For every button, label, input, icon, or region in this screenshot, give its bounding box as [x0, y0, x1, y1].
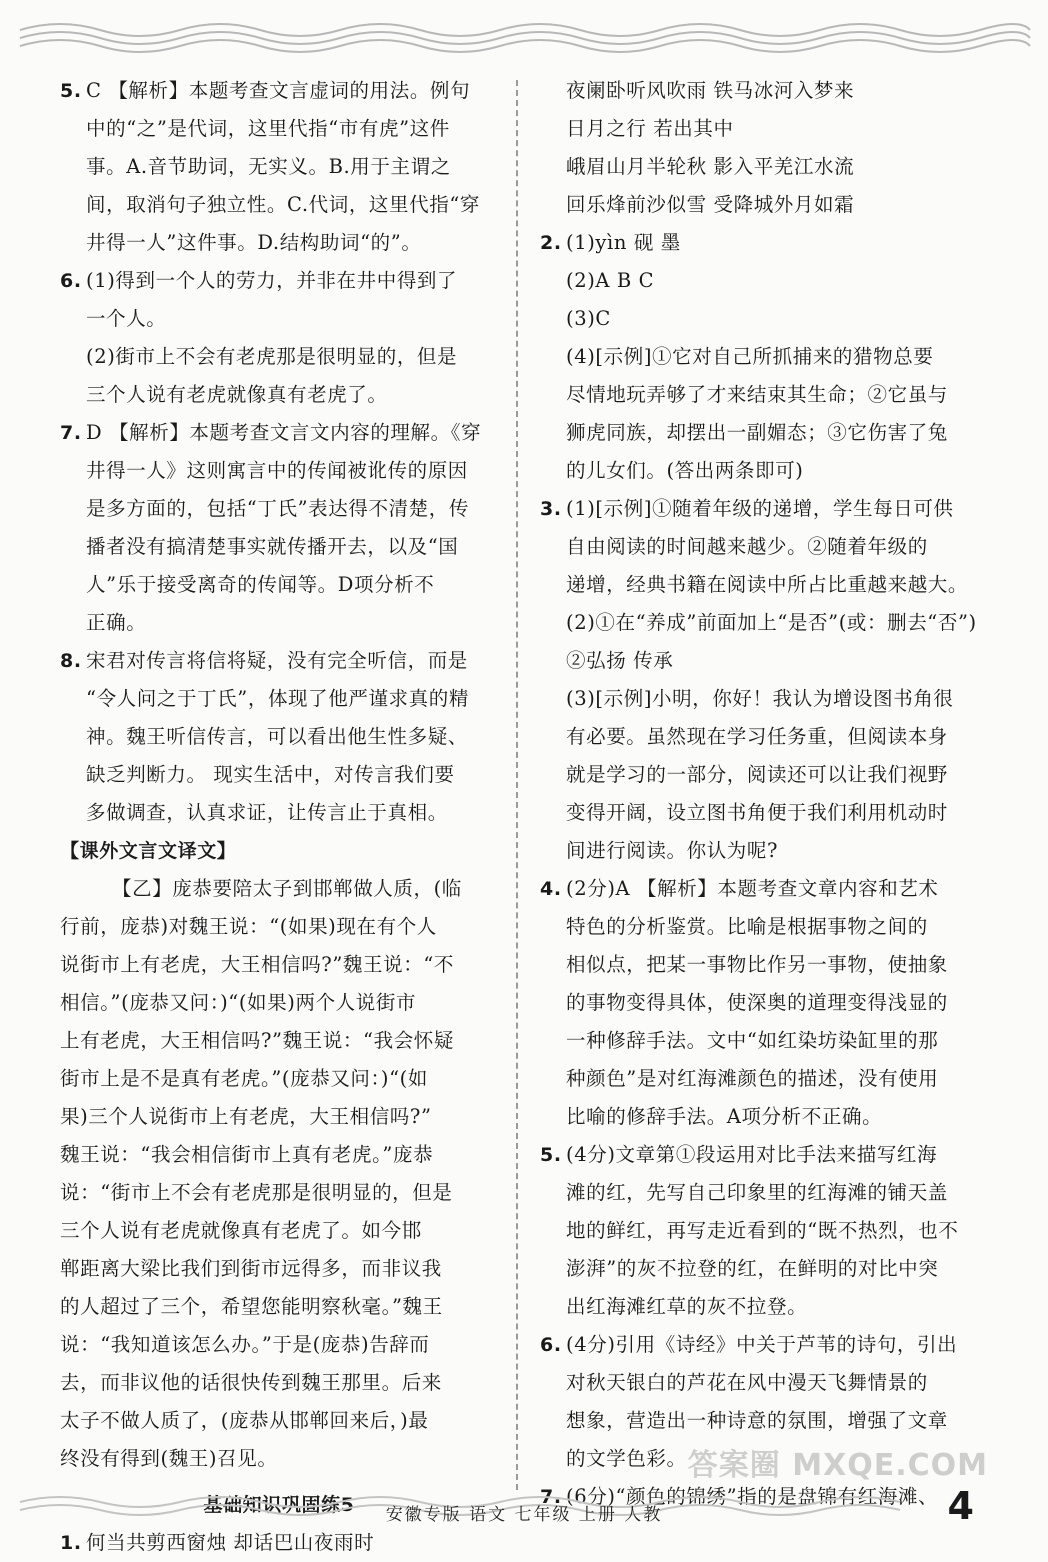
answer-line: D 【解析】本题考查文言文内容的理解。《穿 — [86, 421, 482, 444]
answer-line: (2分)A 【解析】本题考查文章内容和艺术 — [566, 877, 939, 900]
top-wave-decoration — [0, 0, 1048, 60]
answer-line: 人”乐于接受离奇的传闻等。D项分析不 — [86, 573, 435, 596]
answer-line: 何当共剪西窗烛 却话巴山夜雨时 — [86, 1531, 375, 1554]
answer-line: 就是学习的一部分，阅读还可以让我们视野 — [566, 763, 948, 786]
poem-line: 峨眉山月半轮秋 影入平羌江水流 — [566, 155, 855, 178]
answer-number: 4. — [540, 878, 562, 900]
translation-line: 魏王说：“我会相信街市上真有老虎。”庞恭 — [60, 1143, 434, 1166]
answer-line: (1)yìn 砚 墨 — [566, 231, 681, 254]
answer-line: 井得一人》这则寓言中的传闻被讹传的原因 — [86, 459, 468, 482]
answer-line: 中的“之”是代词，这里代指“市有虎”这件 — [86, 117, 450, 140]
answer-number: 5. — [60, 80, 82, 102]
page-number: 4 — [947, 1484, 974, 1528]
answer-number: 5. — [540, 1144, 562, 1166]
answer-line: (3)[示例]小明，你好！我认为增设图书角很 — [566, 687, 954, 710]
left-column — [60, 72, 498, 1562]
answer-line: 间，取消句子独立性。C.代词，这里代指“穿 — [86, 193, 480, 216]
answer-line: 地的鲜红，再写走近看到的“既不热烈，也不 — [566, 1219, 959, 1242]
translation-body — [60, 870, 498, 1478]
answer-line: 出红海滩红草的灰不拉登。 — [566, 1295, 808, 1318]
translation-line: 行前，庞恭)对魏王说：“(如果)现在有个人 — [60, 915, 437, 938]
answer-line: 正确。 — [86, 611, 147, 634]
translation-title: 【课外文言文译文】 — [60, 840, 237, 862]
answer-line: 神。魏王听信传言，可以看出他生性多疑、 — [86, 725, 468, 748]
column-divider — [516, 80, 518, 1490]
answer-8 — [60, 642, 498, 832]
answer-4 — [540, 870, 980, 1136]
answer-line: (1)得到一个人的劳力，并非在井中得到了 — [86, 269, 458, 292]
answer-line: 缺乏判断力。 现实生活中，对传言我们要 — [86, 763, 455, 786]
answer-line: C 【解析】本题考查文言虚词的用法。例句 — [86, 79, 471, 102]
answer-line: (6分)“颜色的锦绣”指的是盘锦有红海滩、 — [566, 1485, 939, 1508]
footer-edition-text: 安徽专版 语文 七年级 上册 人教 — [385, 1505, 663, 1525]
answer-number: 2. — [540, 232, 562, 254]
answer-3 — [540, 490, 980, 870]
answer-line: (2)①在“养成”前面加上“是否”(或：删去“否”) — [566, 611, 977, 634]
translation-line: 说街市上有老虎，大王相信吗?”魏王说：“不 — [60, 953, 454, 976]
answer-line: 宋君对传言将信将疑，没有完全听信，而是 — [86, 649, 468, 672]
answer-line: “令人问之于丁氏”，体现了他严谨求真的精 — [86, 687, 469, 710]
answer-line: 井得一人”这件事。D.结构助词“的”。 — [86, 231, 422, 254]
answer-number: 6. — [60, 270, 82, 292]
answer-number: 8. — [60, 650, 82, 672]
poem-lines — [540, 72, 980, 224]
answer-line: 比喻的修辞手法。A项分析不正确。 — [566, 1105, 883, 1128]
answer-line: 间进行阅读。你认为呢? — [566, 839, 779, 862]
answer-line: 尽情地玩弄够了才来结束其生命；②它虽与 — [566, 383, 948, 406]
translation-line: 终没有得到(魏王)召见。 — [60, 1447, 278, 1470]
answer-line: 多做调查，认真求证，让传言止于真相。 — [86, 801, 448, 824]
answer-2 — [540, 224, 980, 490]
translation-line: 三个人说有老虎就像真有老虎了。如今邯 — [60, 1219, 422, 1242]
answer-line: 播者没有搞清楚事实就传播开去，以及“国 — [86, 535, 459, 558]
answer-6 — [60, 262, 498, 414]
watermark-logo: 答案圈 MXQE.COM — [687, 1448, 988, 1483]
answer-line: 滩的红，先写自己印象里的红海滩的铺天盖 — [566, 1181, 948, 1204]
answer-5-right — [540, 1136, 980, 1326]
answer-number: 1. — [60, 1532, 82, 1554]
answer-number: 6. — [540, 1334, 562, 1356]
translation-line: 说：“我知道该怎么办。”于是(庞恭)告辞而 — [60, 1333, 430, 1356]
answer-number: 7. — [60, 422, 82, 444]
translation-line: 去，而非议他的话很快传到魏王那里。后来 — [60, 1371, 442, 1394]
answer-number: 3. — [540, 498, 562, 520]
answer-line: ②弘扬 传承 — [566, 649, 674, 672]
translation-line: 果)三个人说街市上有老虎，大王相信吗?” — [60, 1105, 432, 1128]
answer-line: 的儿女们。(答出两条即可) — [566, 459, 804, 482]
section-title: 基础知识巩固练5 — [203, 1494, 355, 1516]
answer-line: 三个人说有老虎就像真有老虎了。 — [86, 383, 388, 406]
translation-line: 相信。”(庞恭又问：)“(如果)两个人说街市 — [60, 991, 417, 1014]
translation-line: 上有老虎，大王相信吗?”魏王说：“我会怀疑 — [60, 1029, 454, 1052]
answer-line: 澎湃”的灰不拉登的红，在鲜明的对比中突 — [566, 1257, 939, 1280]
answer-line: 一种修辞手法。文中“如红染坊染缸里的那 — [566, 1029, 939, 1052]
answer-line: 变得开阔，设立图书角便于我们利用机动时 — [566, 801, 948, 824]
answer-line: 对秋天银白的芦花在风中漫天飞舞情景的 — [566, 1371, 928, 1394]
answer-line: 是多方面的，包括“丁氏”表达得不清楚，传 — [86, 497, 469, 520]
answer-5 — [60, 72, 498, 262]
answer-line: (4分)文章第①段运用对比手法来描写红海 — [566, 1143, 938, 1166]
poem-line: 夜阑卧听风吹雨 铁马冰河入梦来 — [566, 79, 855, 102]
translation-line: 说：“街市上不会有老虎那是很明显的，但是 — [60, 1181, 453, 1204]
answer-line: (4)[示例]①它对自己所抓捕来的猎物总要 — [566, 345, 934, 368]
answer-number: 7. — [540, 1486, 562, 1508]
answer-line: 自由阅读的时间越来越少。②随着年级的 — [566, 535, 928, 558]
answer-line: 的文学色彩。 — [566, 1447, 687, 1470]
answer-line: 想象，营造出一种诗意的氛围，增强了文章 — [566, 1409, 948, 1432]
poem-line: 回乐烽前沙似雪 受降城外月如霜 — [566, 193, 855, 216]
answer-line: 种颜色”是对红海滩颜色的描述，没有使用 — [566, 1067, 939, 1090]
translation-line: 太子不做人质了，(庞恭从邯郸回来后，)最 — [60, 1409, 429, 1432]
answer-line: 狮虎同族，却摆出一副媚态；③它伤害了兔 — [566, 421, 948, 444]
translation-line: 郸距离大梁比我们到街市远得多，而非议我 — [60, 1257, 442, 1280]
answer-line: (3)C — [566, 307, 611, 330]
answer-line: 有必要。虽然现在学习任务重，但阅读本身 — [566, 725, 948, 748]
answer-line: (4分)引用《诗经》中关于芦苇的诗句，引出 — [566, 1333, 958, 1356]
translation-line: 【乙】庞恭要陪太子到邯郸做人质，(临 — [112, 877, 462, 900]
answer-line: 特色的分析鉴赏。比喻是根据事物之间的 — [566, 915, 928, 938]
answer-7 — [60, 414, 498, 642]
translation-line: 的人超过了三个，希望您能明察秋毫。”魏王 — [60, 1295, 443, 1318]
answer-line: (2)街市上不会有老虎那是很明显的，但是 — [86, 345, 458, 368]
answer-line: 相似点，把某一事物比作另一事物，使抽象 — [566, 953, 948, 976]
answer-line: 事。A.音节助词，无实义。B.用于主谓之 — [86, 155, 451, 178]
answer-line: (2)A B C — [566, 269, 655, 292]
answer-line: 的事物变得具体，使深奥的道理变得浅显的 — [566, 991, 948, 1014]
answer-line: 递增，经典书籍在阅读中所占比重越来越大。 — [566, 573, 969, 596]
poem-line: 日月之行 若出其中 — [566, 117, 734, 140]
translation-line: 街市上是不是真有老虎。”(庞恭又问：)“(如 — [60, 1067, 428, 1090]
right-column — [540, 72, 980, 1516]
answer-line: (1)[示例]①随着年级的递增，学生每日可供 — [566, 497, 954, 520]
answer-line: 一个人。 — [86, 307, 167, 330]
